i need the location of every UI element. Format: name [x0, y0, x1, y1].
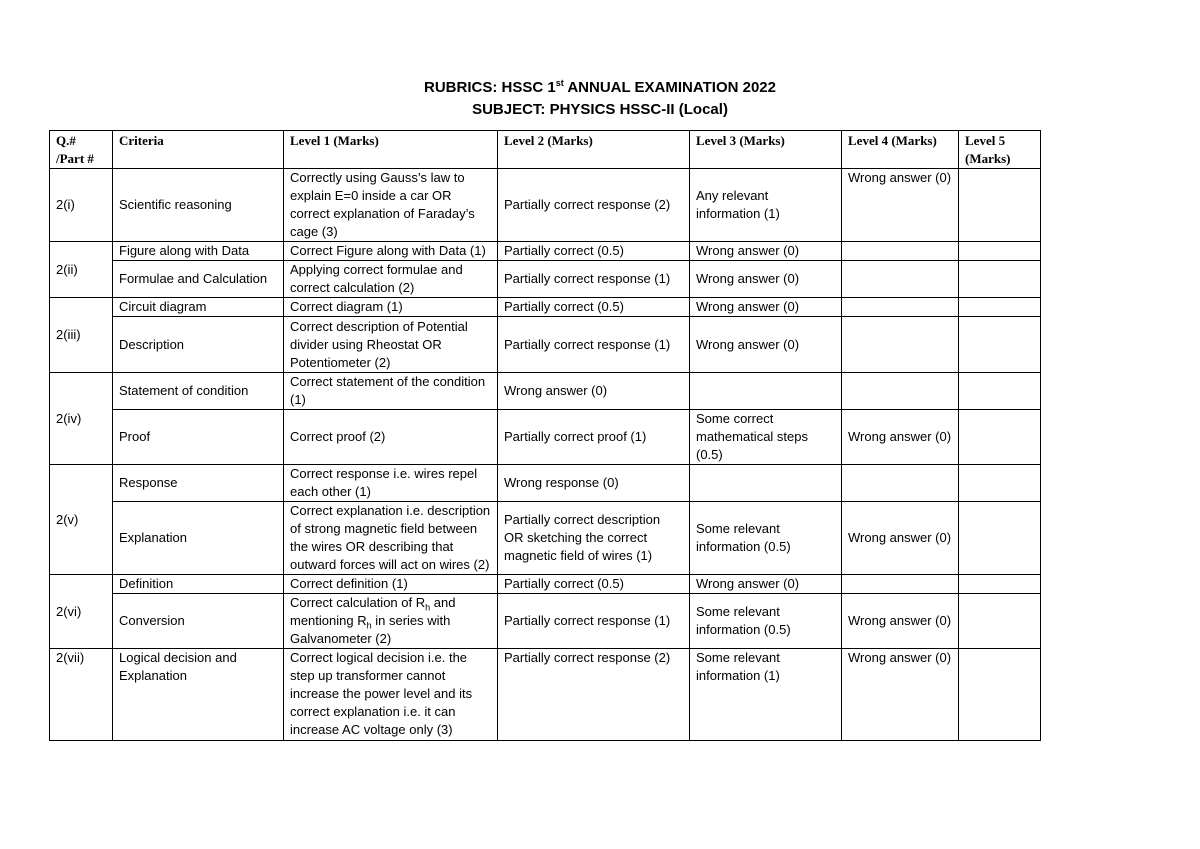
level-5-cell: [959, 465, 1041, 502]
level-1-cell: Correct logical decision i.e. the step up transformer cannot increase the power level and its correct explanation i.e. it can increase AC voltage only (3): [284, 649, 498, 741]
level-4-cell: [842, 373, 959, 410]
level-2-cell: Partially correct proof (1): [498, 410, 690, 465]
question-cell: 2(v): [50, 465, 113, 575]
level-5-cell: [959, 261, 1041, 298]
level-1-cell: Correct description of Potential divider using Rheostat OR Potentiometer (2): [284, 317, 498, 373]
header-level-3: Level 3 (Marks): [690, 131, 842, 169]
criteria-cell: Scientific reasoning: [113, 169, 284, 242]
criteria-cell: Response: [113, 465, 284, 502]
table-row: [50, 373, 1041, 410]
table-row: [50, 298, 1041, 317]
level-3-cell: Some relevant information (0.5): [690, 594, 842, 649]
level-3-cell: Some correct mathematical steps (0.5): [690, 410, 842, 465]
level-1-cell: Correct statement of the condition (1): [284, 373, 498, 410]
level-1-cell: Correct diagram (1): [284, 298, 498, 317]
table-row: [50, 502, 1041, 575]
level-1-cell: Correctly using Gauss’s law to explain E=0 inside a car OR correct explanation of Faraday’s cage (3): [284, 169, 498, 242]
criteria-cell: Circuit diagram: [113, 298, 284, 317]
header-q: Q.# /Part #: [50, 131, 113, 169]
level-3-cell: Wrong answer (0): [690, 242, 842, 261]
question-cell: 2(vi): [50, 575, 113, 649]
criteria-cell: Formulae and Calculation: [113, 261, 284, 298]
level-5-cell: [959, 502, 1041, 575]
level-1-cell: Correct response i.e. wires repel each other (1): [284, 465, 498, 502]
level-4-cell: [842, 242, 959, 261]
table-row: [50, 261, 1041, 298]
table-row: [50, 317, 1041, 373]
table-row: [50, 594, 1041, 649]
criteria-cell: Statement of condition: [113, 373, 284, 410]
table-row: [50, 410, 1041, 465]
level-4-cell: Wrong answer (0): [842, 502, 959, 575]
table-row: [50, 169, 1041, 242]
level-2-cell: Partially correct response (2): [498, 649, 690, 741]
level-1-cell: Correct Figure along with Data (1): [284, 242, 498, 261]
question-cell: 2(iii): [50, 298, 113, 373]
level-5-cell: [959, 373, 1041, 410]
header-row: [50, 131, 1041, 169]
table-row: [50, 649, 1041, 741]
level-4-cell: [842, 261, 959, 298]
criteria-cell: Proof: [113, 410, 284, 465]
level-2-cell: Wrong answer (0): [498, 373, 690, 410]
criteria-cell: Conversion: [113, 594, 284, 649]
level-4-cell: [842, 317, 959, 373]
level-2-cell: Partially correct (0.5): [498, 242, 690, 261]
level-3-cell: [690, 465, 842, 502]
level-2-cell: Partially correct response (1): [498, 317, 690, 373]
level-3-cell: [690, 373, 842, 410]
question-cell: 2(ii): [50, 242, 113, 298]
table-row: [50, 465, 1041, 502]
level-5-cell: [959, 169, 1041, 242]
level-4-cell: Wrong answer (0): [842, 169, 959, 242]
criteria-cell: Logical decision and Explanation: [113, 649, 284, 741]
table-row: [50, 575, 1041, 594]
level-3-cell: Some relevant information (0.5): [690, 502, 842, 575]
level-5-cell: [959, 242, 1041, 261]
question-cell: 2(iv): [50, 373, 113, 465]
level-2-cell: Partially correct response (1): [498, 261, 690, 298]
level-2-cell: Partially correct (0.5): [498, 298, 690, 317]
level-2-cell: Partially correct (0.5): [498, 575, 690, 594]
header-level-4: Level 4 (Marks): [842, 131, 959, 169]
level-1-cell: Correct explanation i.e. description of strong magnetic field between the wires OR describing that outward forces will act on wires (2): [284, 502, 498, 575]
level-4-cell: Wrong answer (0): [842, 594, 959, 649]
criteria-cell: Definition: [113, 575, 284, 594]
header-criteria: Criteria: [113, 131, 284, 169]
question-cell: 2(i): [50, 169, 113, 242]
level-1-cell: Correct definition (1): [284, 575, 498, 594]
question-cell: 2(vii): [50, 649, 113, 741]
level-2-cell: Partially correct response (2): [498, 169, 690, 242]
header-level-2: Level 2 (Marks): [498, 131, 690, 169]
level-2-cell: Partially correct description OR sketching the correct magnetic field of wires (1): [498, 502, 690, 575]
table-row: [50, 242, 1041, 261]
level-1-cell: Correct proof (2): [284, 410, 498, 465]
level-3-cell: Wrong answer (0): [690, 298, 842, 317]
header-level-1: Level 1 (Marks): [284, 131, 498, 169]
level-4-cell: Wrong answer (0): [842, 410, 959, 465]
level-1-cell: Correct calculation of $R_h$ and mentioning $R_h$ in series with Galvanometer (2): [284, 594, 498, 649]
criteria-cell: Description: [113, 317, 284, 373]
level-1-cell: Applying correct formulae and correct calculation (2): [284, 261, 498, 298]
criteria-cell: Figure along with Data: [113, 242, 284, 261]
level-5-cell: [959, 575, 1041, 594]
level-4-cell: [842, 465, 959, 502]
header-level-5: Level 5 (Marks): [959, 131, 1041, 169]
level-3-cell: Any relevant information (1): [690, 169, 842, 242]
criteria-cell: Explanation: [113, 502, 284, 575]
level-5-cell: [959, 594, 1041, 649]
level-4-cell: Wrong answer (0): [842, 649, 959, 741]
level-4-cell: [842, 575, 959, 594]
level-2-cell: Wrong response (0): [498, 465, 690, 502]
document-subtitle: SUBJECT: PHYSICS HSSC-II (Local): [472, 101, 728, 118]
level-5-cell: [959, 317, 1041, 373]
level-5-cell: [959, 649, 1041, 741]
level-3-cell: Some relevant information (1): [690, 649, 842, 741]
level-4-cell: [842, 298, 959, 317]
level-2-cell: Partially correct response (1): [498, 594, 690, 649]
level-3-cell: Wrong answer (0): [690, 575, 842, 594]
level-5-cell: [959, 410, 1041, 465]
document-title: RUBRICS: HSSC 1st ANNUAL EXAMINATION 2022: [424, 78, 776, 96]
rubric-table: [49, 130, 1041, 741]
level-3-cell: Wrong answer (0): [690, 317, 842, 373]
level-3-cell: Wrong answer (0): [690, 261, 842, 298]
level-5-cell: [959, 298, 1041, 317]
